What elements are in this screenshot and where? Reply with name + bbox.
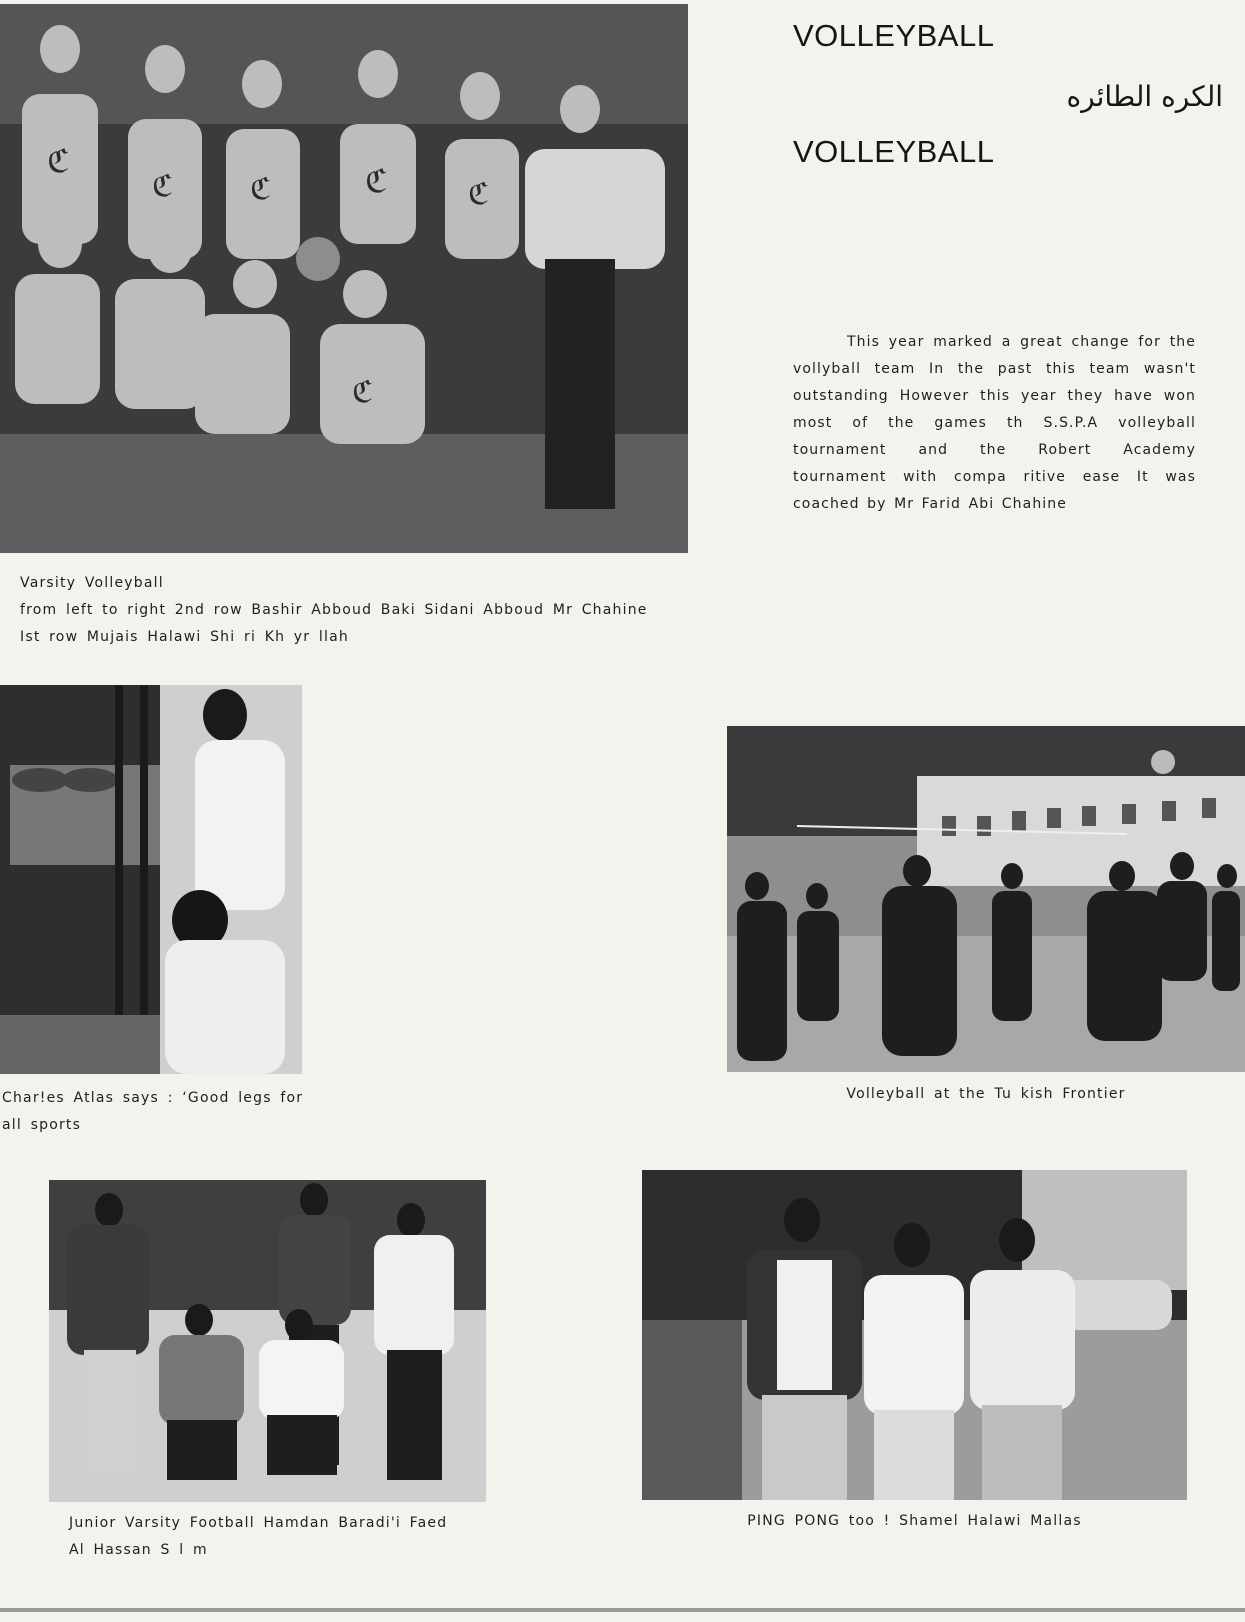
gym-training-photo	[0, 685, 302, 1074]
svg-text:ℭ: ℭ	[468, 177, 490, 212]
volleyball-subtitle: VOLLEYBALL	[793, 134, 995, 169]
svg-text:ℭ: ℭ	[365, 162, 388, 200]
atlas-caption	[2, 1085, 303, 1139]
varsity-caption-title: Varsity Volleyball	[20, 575, 164, 591]
atlas-caption-line1: Char!es Atlas says : ‘Good legs for	[2, 1090, 304, 1106]
arabic-title: الكره الطائره	[1066, 80, 1223, 113]
junior-varsity-caption-line2: Al Hassan S l m	[69, 1542, 208, 1558]
svg-text:ℭ: ℭ	[250, 172, 272, 207]
varsity-caption-row2: from left to right 2nd row Bashir Abboud Baki Sidani Abboud Mr Chahine	[20, 602, 648, 618]
page-bottom-rule	[0, 1608, 1245, 1612]
turkish-frontier-volleyball-photo	[727, 726, 1245, 1072]
turkish-frontier-caption: Volleyball at the Tu kish Frontier	[846, 1086, 1126, 1102]
varsity-caption-row1: Ist row Mujais Halawi Shi ri Kh yr llah	[20, 629, 349, 645]
ping-pong-caption: PING PONG too ! Shamel Halawi Mallas	[747, 1513, 1082, 1529]
junior-varsity-caption	[69, 1510, 447, 1564]
junior-varsity-caption-line1: Junior Varsity Football Hamdan Baradi'i Faed	[69, 1515, 448, 1531]
varsity-team-photo	[0, 4, 688, 553]
atlas-caption-line2: all sports	[2, 1117, 82, 1133]
svg-text:ℭ: ℭ	[152, 169, 174, 204]
junior-varsity-football-photo	[49, 1180, 486, 1502]
volleyball-article-text: This year marked a great change for the vollyball team In the past this team wasn't outstanding However this year they have won most of the games th S.S.P.A volleyball tournament and the Robert Academy tournament with compa ritive ease It was coached by Mr Farid Abi Chahine	[793, 334, 1196, 512]
varsity-caption	[20, 570, 648, 651]
volleyball-title: VOLLEYBALL	[793, 18, 995, 53]
ping-pong-photo	[642, 1170, 1187, 1500]
svg-text:ℭ: ℭ	[352, 375, 374, 410]
svg-text:ℭ: ℭ	[47, 142, 70, 180]
